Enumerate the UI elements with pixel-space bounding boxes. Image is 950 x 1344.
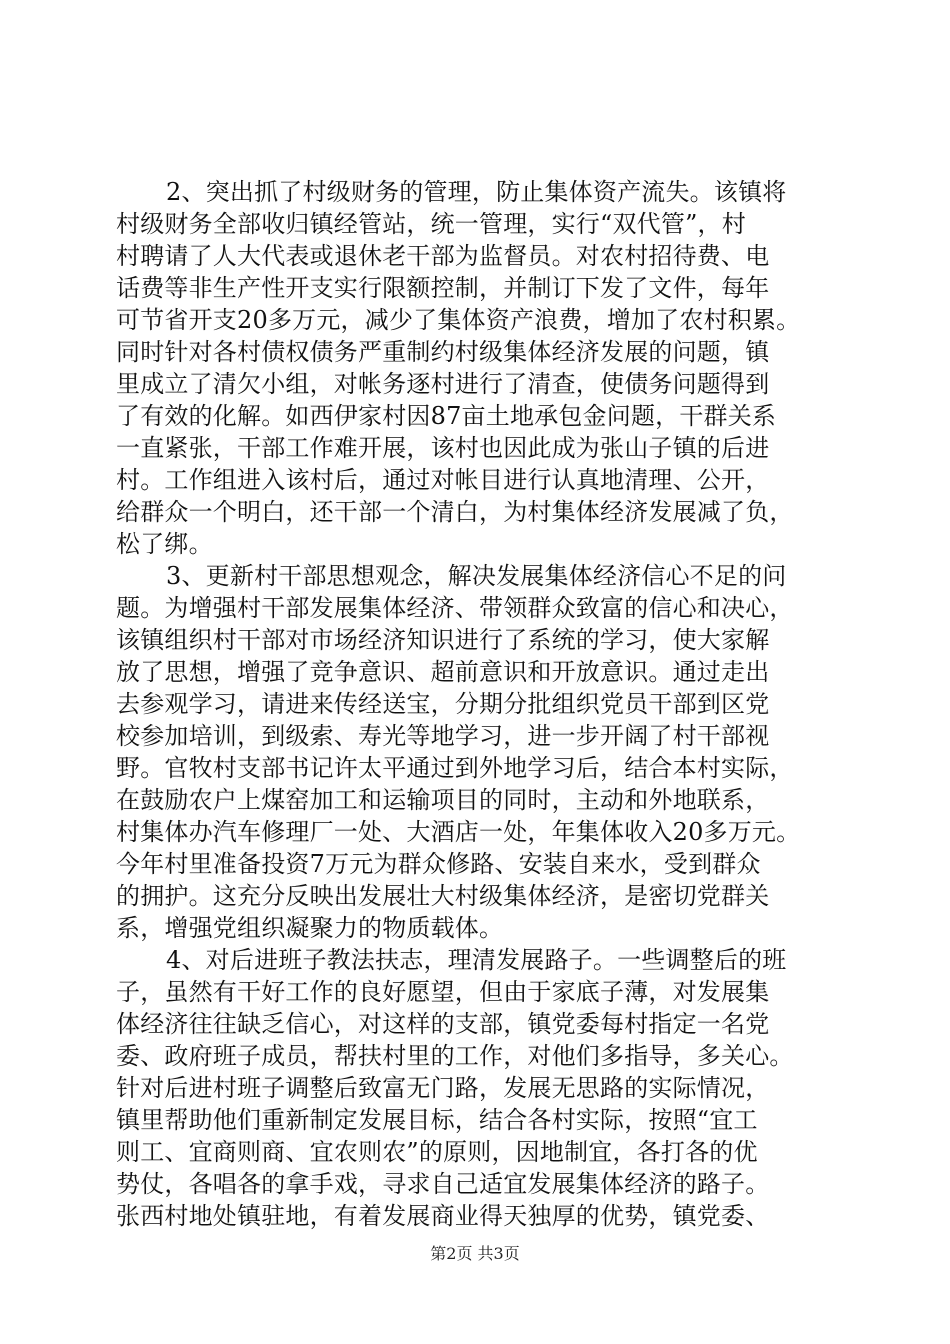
text-line: 今年村里准备投资7万元为群众修路、安装自来水，受到群众 <box>116 850 761 878</box>
text-line: 给群众一个明白，还干部一个清白，为村集体经济发展减了负， <box>116 498 794 526</box>
text-line: 村。工作组进入该村后，通过对帐目进行认真地清理、公开， <box>116 466 770 494</box>
text-line: 2、突出抓了村级财务的管理，防止集体资产流失。该镇将 <box>166 178 787 206</box>
text-line: 则工、宜商则商、宜农则农”的原则，因地制宜，各打各的优 <box>116 1138 758 1166</box>
text-line: 在鼓励农户上煤窑加工和运输项目的同时，主动和外地联系， <box>116 786 770 814</box>
text-line: 一直紧张，干部工作难开展，该村也因此成为张山子镇的后进 <box>116 434 770 462</box>
text-line: 松了绑。 <box>116 530 213 558</box>
text-line: 村级财务全部收归镇经管站，统一管理，实行“双代管”，村 <box>116 210 746 238</box>
text-line: 镇里帮助他们重新制定发展目标，结合各村实际，按照“宜工 <box>116 1106 758 1134</box>
page-footer: 第2页 共3页 <box>430 1244 520 1263</box>
text-line: 校参加培训，到级索、寿光等地学习，进一步开阔了村干部视 <box>116 722 770 750</box>
text-line: 委、政府班子成员，帮扶村里的工作，对他们多指导，多关心。 <box>116 1042 794 1070</box>
text-line: 同时针对各村债权债务严重制约村级集体经济发展的问题，镇 <box>116 338 770 366</box>
text-line: 放了思想，增强了竞争意识、超前意识和开放意识。通过走出 <box>116 658 770 686</box>
text-line: 去参观学习，请进来传经送宝，分期分批组织党员干部到区党 <box>116 690 770 718</box>
paragraph-p2 <box>116 176 852 560</box>
text-line: 体经济往往缺乏信心，对这样的支部，镇党委每村指定一名党 <box>116 1010 770 1038</box>
text-line: 子，虽然有干好工作的良好愿望，但由于家底子薄，对发展集 <box>116 978 770 1006</box>
text-line: 了有效的化解。如西伊家村因87亩土地承包金问题，干群关系 <box>116 402 777 430</box>
text-line: 4、对后进班子教法扶志，理清发展路子。一些调整后的班 <box>166 946 787 974</box>
text-line: 村集体办汽车修理厂一处、大酒店一处，年集体收入20多万元。 <box>116 818 801 846</box>
text-line: 村聘请了人大代表或退休老干部为监督员。对农村招待费、电 <box>116 242 770 270</box>
text-line: 针对后进村班子调整后致富无门路，发展无思路的实际情况， <box>116 1074 770 1102</box>
document-body <box>116 176 852 1232</box>
text-line: 该镇组织村干部对市场经济知识进行了系统的学习，使大家解 <box>116 626 770 654</box>
text-line: 题。为增强村干部发展集体经济、带领群众致富的信心和决心， <box>116 594 794 622</box>
text-line: 野。官牧村支部书记许太平通过到外地学习后，结合本村实际， <box>116 754 794 782</box>
text-line: 系，增强党组织凝聚力的物质载体。 <box>116 914 504 942</box>
text-line: 3、更新村干部思想观念，解决发展集体经济信心不足的问 <box>166 562 787 590</box>
text-line: 可节省开支20多万元，减少了集体资产浪费，增加了农村积累。 <box>116 306 801 334</box>
text-line: 话费等非生产性开支实行限额控制，并制订下发了文件，每年 <box>116 274 770 302</box>
text-line: 里成立了清欠小组，对帐务逐村进行了清查，使债务问题得到 <box>116 370 770 398</box>
text-line: 的拥护。这充分反映出发展壮大村级集体经济，是密切党群关 <box>116 882 770 910</box>
paragraph-p3 <box>116 560 852 944</box>
paragraph-p4 <box>116 944 852 1232</box>
text-line: 势仗，各唱各的拿手戏，寻求自己适宜发展集体经济的路子。 <box>116 1170 770 1198</box>
text-line: 张西村地处镇驻地，有着发展商业得天独厚的优势，镇党委、 <box>116 1202 770 1230</box>
